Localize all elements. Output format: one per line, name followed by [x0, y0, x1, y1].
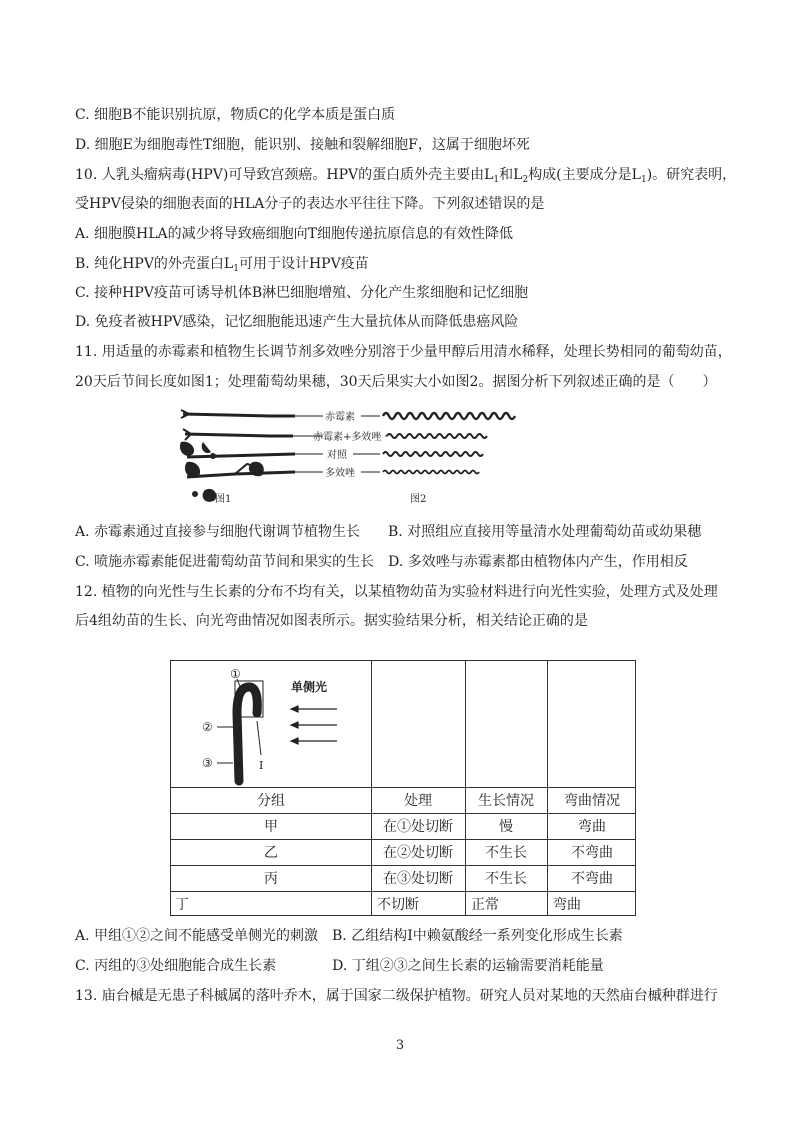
mark-1: ① — [230, 667, 241, 681]
q11-options-cd: C. 喷施赤霉素能促进葡萄幼苗节间和果实的生长 D. 多效唑与赤霉素都由植物体内产生，作用相反 — [75, 554, 688, 570]
mark-2: ② — [202, 720, 213, 734]
row-divider — [171, 865, 635, 866]
q9-option-c: C. 细胞B不能识别抗原，物质C的化学本质是蛋白质 — [75, 107, 396, 123]
label-paclobutrazol: 多效唑 — [325, 468, 355, 479]
q10-option-b-a: B. 纯化HPV的外壳蛋白L — [75, 256, 234, 272]
caption-figure2: 图2 — [410, 494, 427, 505]
cell-bending: 不弯曲 — [571, 845, 613, 861]
q13-stem-line1: 13. 庙台槭是无患子科槭属的落叶乔木，属于国家二级保护植物。研究人员对某地的天然庙台槭种群进行 — [75, 988, 718, 1004]
q9-option-d: D. 细胞E为细胞毒性T细胞，能识别、接触和裂解细胞F，这属于细胞坏死 — [75, 137, 530, 153]
figure-grape-seedlings — [175, 402, 535, 512]
subscript: 1 — [493, 175, 500, 185]
label-gibberellin: 赤霉素 — [325, 412, 355, 423]
label-gibberellin-paclobutrazol: 赤霉素+多效唑 — [313, 432, 382, 443]
cell-treatment: 不切断 — [377, 897, 419, 913]
q12-options-ab: A. 甲组①②之间不能感受单侧光的刺激 B. 乙组结构Ⅰ中赖氨酸经一系列变化形成生长素 — [75, 928, 623, 944]
mark-3: ③ — [202, 756, 213, 770]
q10-option-a: A. 细胞膜HLA的减少将导致癌细胞向T细胞传递抗原信息的有效性降低 — [75, 226, 513, 242]
q10-option-b — [75, 254, 369, 279]
row-divider — [171, 839, 635, 840]
row-divider — [171, 813, 635, 814]
seedling-leaves — [180, 442, 264, 502]
results-table — [170, 660, 636, 916]
q11-stem-line2: 20天后节间长度如图1；处理葡萄幼果穗，30天后果实大小如图2。据图分析下列叙述正确的是（ ） — [75, 374, 717, 390]
cell-bending: 弯曲 — [553, 897, 581, 913]
q11-stem-line1: 11. 用适量的赤霉素和植物生长调节剂多效唑分别溶于少量甲醇后用清水稀释，处理长势相同的葡萄幼苗， — [75, 344, 732, 360]
row-divider — [171, 891, 635, 892]
q10-stem-b: 和L — [499, 167, 523, 183]
subscript: 2 — [522, 175, 529, 185]
q10-option-d: D. 免疫者被HPV感染，记忆细胞能迅速产生大量抗体从而降低患癌风险 — [75, 314, 519, 330]
q10-stem-a: 10. 人乳头瘤病毒(HPV)可导致宫颈癌。HPV的蛋白质外壳主要由L — [75, 167, 494, 183]
q10-stem-line2: 受HPV侵染的细胞表面的HLA分子的表达水平往往下降。下列叙述错误的是 — [75, 196, 545, 212]
cell-treatment: 在③处切断 — [383, 871, 453, 887]
q10-option-b-b: 可用于设计HPV疫苗 — [238, 256, 369, 272]
cell-bending: 不弯曲 — [571, 871, 613, 887]
cell-growth: 不生长 — [485, 871, 527, 887]
phototropism-diagram — [171, 661, 371, 787]
q10-stem-d: )。研究表明， — [646, 167, 737, 183]
cell-group: 甲 — [264, 819, 278, 835]
cell-bending: 弯曲 — [578, 819, 606, 835]
light-arrows — [291, 706, 337, 744]
label-leader-lines — [293, 416, 387, 472]
q12-options-cd: C. 丙组的③处细胞能合成生长素 D. 丁组②③之间生长素的运输需要消耗能量 — [75, 958, 604, 974]
q10-option-c: C. 接种HPV疫苗可诱导机体B淋巴细胞增殖、分化产生浆细胞和记忆细胞 — [75, 285, 529, 301]
cell-group: 丙 — [264, 871, 278, 887]
cell-group: 乙 — [264, 845, 278, 861]
header-group: 分组 — [257, 793, 285, 809]
subscript: 1 — [233, 264, 239, 274]
header-treatment: 处理 — [404, 793, 432, 809]
header-growth: 生长情况 — [478, 793, 534, 809]
subscript: 1 — [640, 175, 647, 185]
seedling-stem — [237, 687, 257, 781]
cell-growth: 慢 — [499, 819, 513, 835]
structure-leader — [257, 721, 261, 755]
page-number: 3 — [395, 1038, 405, 1053]
label-control: 对照 — [327, 450, 347, 461]
q12-stem-line2: 后4组幼苗的生长、向光弯曲情况如图表所示。据实验结果分析，相关结论正确的是 — [75, 613, 588, 629]
cell-growth: 正常 — [471, 897, 499, 913]
grape-cluster-rows — [383, 413, 515, 474]
cell-treatment: 在②处切断 — [383, 845, 453, 861]
cell-growth: 不生长 — [485, 845, 527, 861]
q10-stem-line1 — [75, 165, 736, 190]
caption-figure1: 图1 — [215, 494, 232, 505]
light-label: 单侧光 — [291, 680, 328, 694]
cell-group: 丁 — [175, 897, 189, 913]
header-bending: 弯曲情况 — [564, 793, 620, 809]
q12-stem-line1: 12. 植物的向光性与生长素的分布不均有关，以某植物幼苗为实验材料进行向光性实验，处理方式及处理 — [75, 584, 718, 600]
q11-options-ab: A. 赤霉素通过直接参与细胞代谢调节植物生长 B. 对照组应直接用等量清水处理葡萄幼苗或幼果穗 — [75, 524, 702, 540]
structure-label: Ⅰ — [259, 759, 264, 772]
cell-treatment: 在①处切断 — [383, 819, 453, 835]
q10-stem-c: 构成(主要成分是L — [528, 167, 641, 183]
row-divider — [171, 787, 635, 788]
